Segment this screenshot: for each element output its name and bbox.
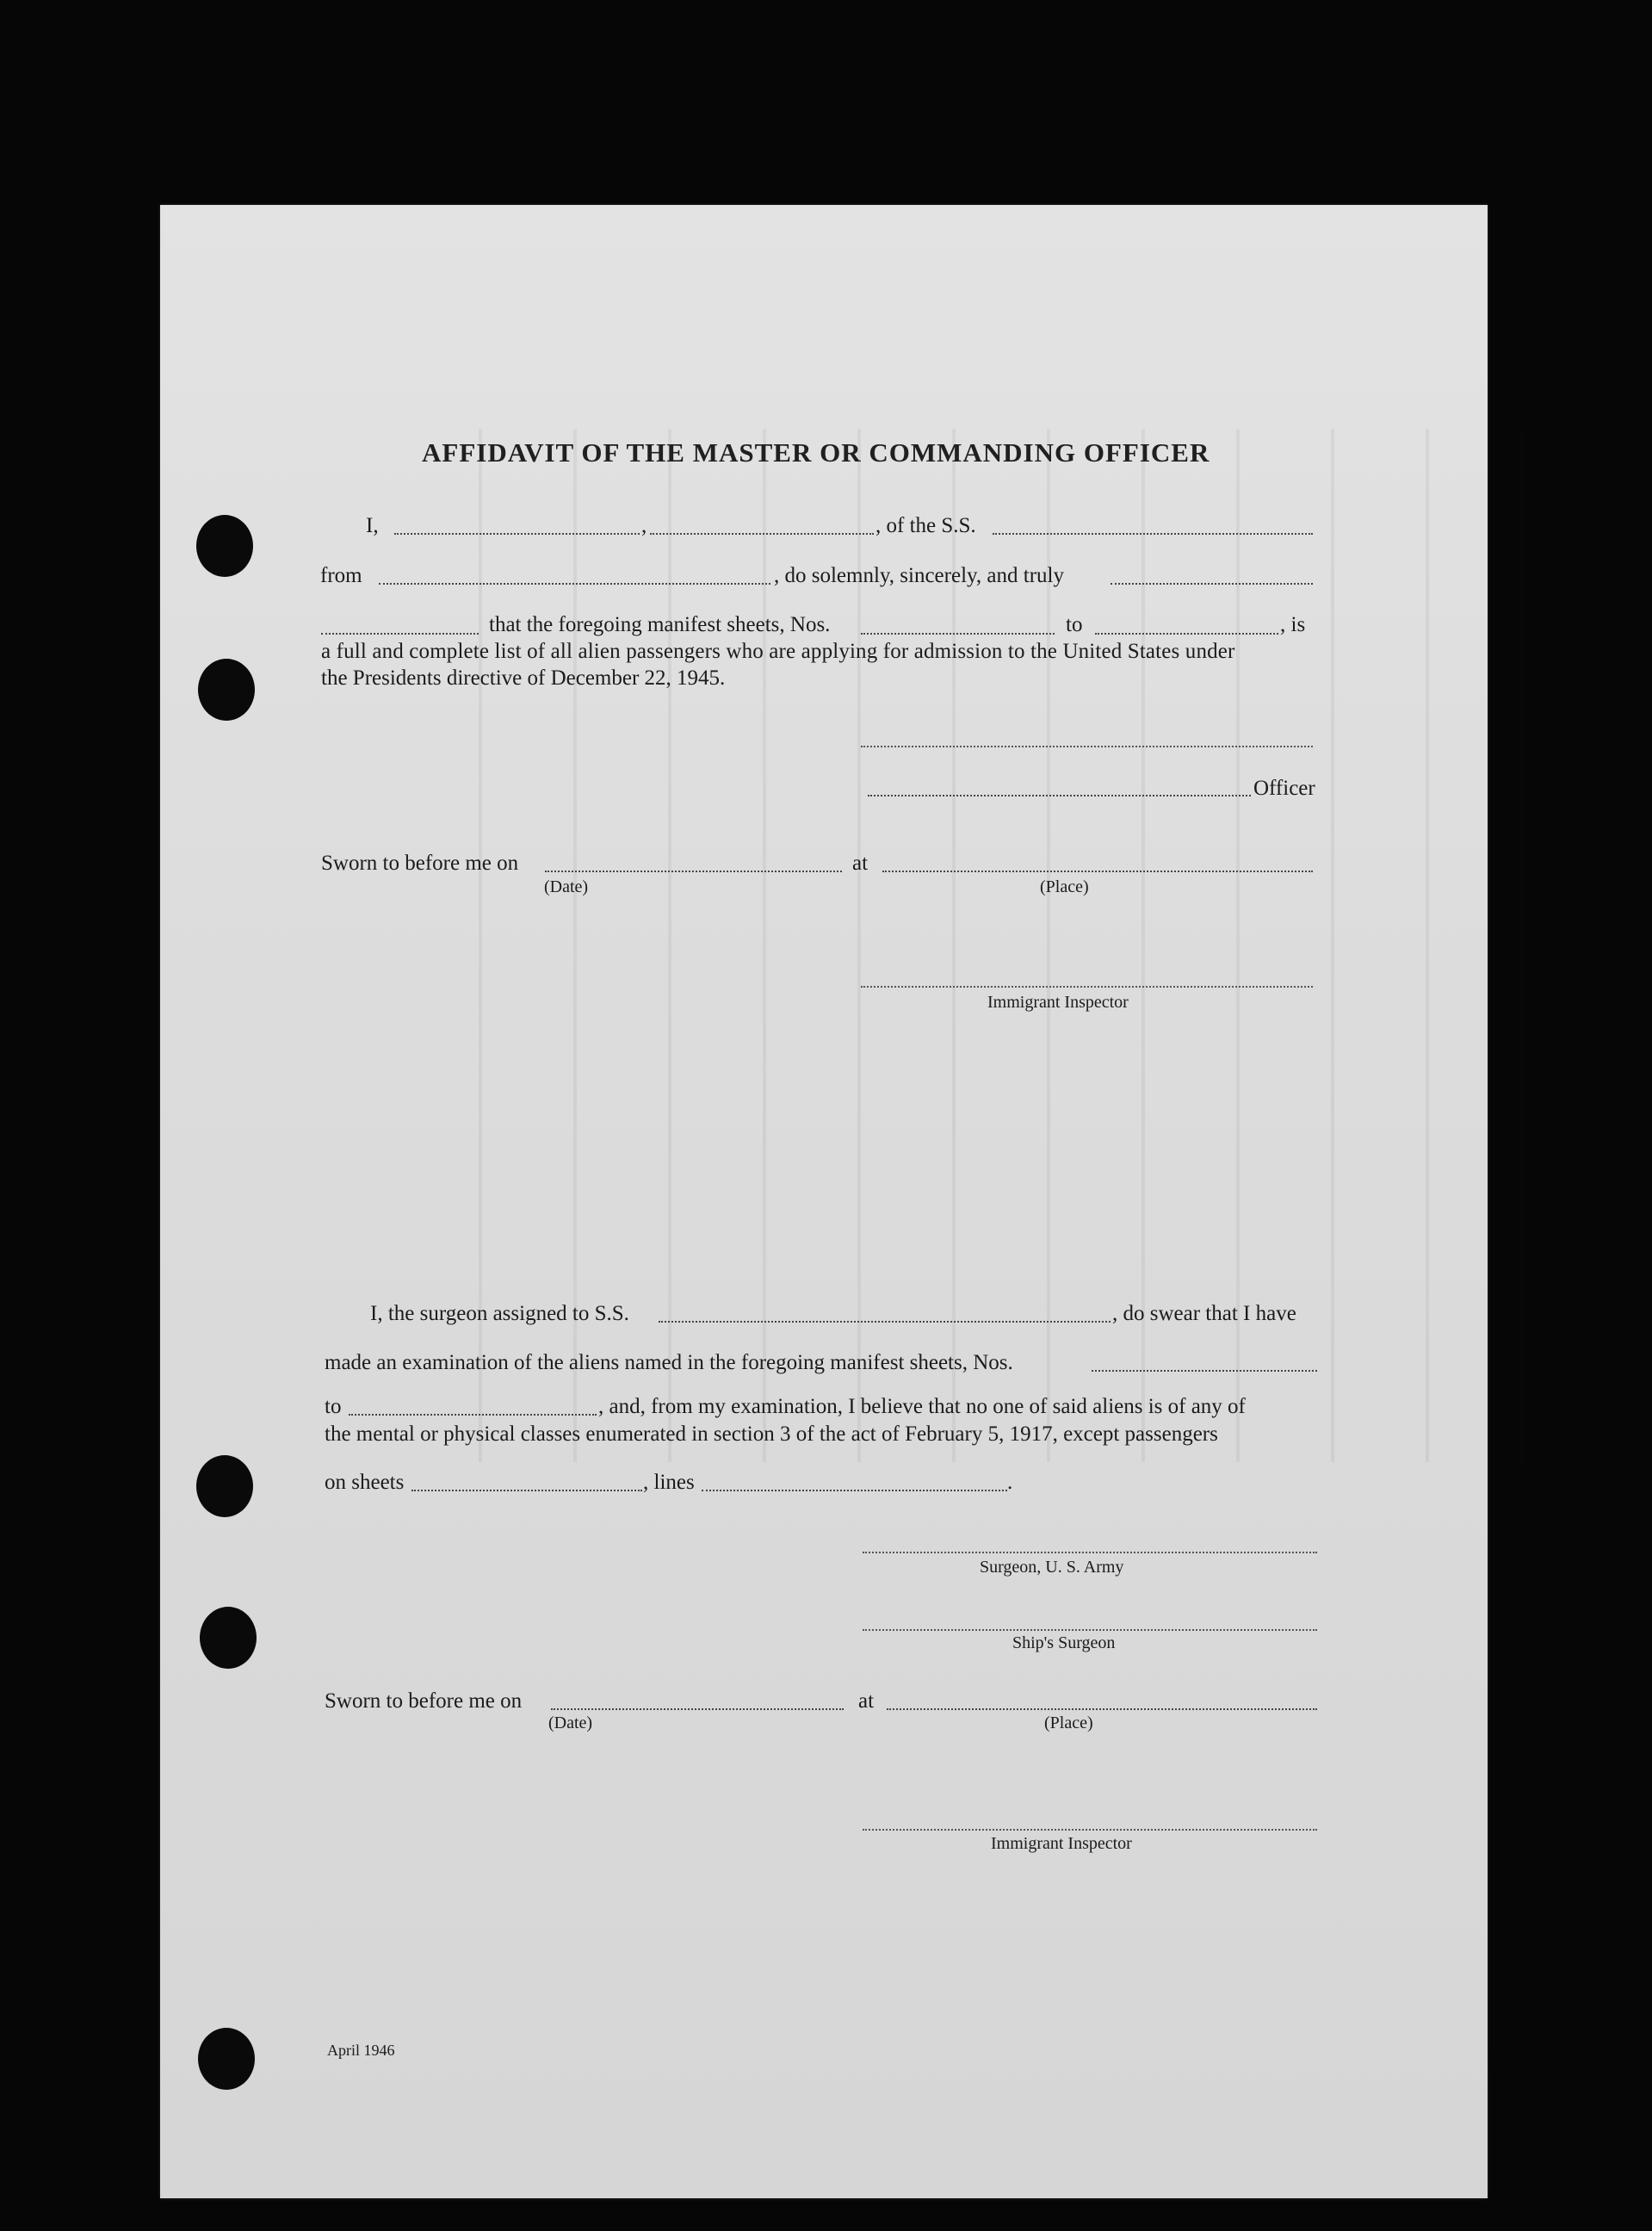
blank-sheets-to[interactable]	[1095, 633, 1278, 635]
blank-exception-sheets[interactable]	[411, 1490, 642, 1491]
blank-surgeon-sheets-to[interactable]	[349, 1414, 597, 1416]
surgeon-line4: the mental or physical classes enumerated in section 3 of the act of February 5, 1917, except passengers	[325, 1422, 1218, 1446]
signature-line-army-surgeon[interactable]	[863, 1552, 1317, 1553]
master-sworn-label: Sworn to before me on	[321, 852, 519, 875]
surgeon-inspector-label: Immigrant Inspector	[991, 1834, 1132, 1853]
punch-hole	[198, 659, 255, 721]
master-date-label: (Date)	[544, 877, 589, 896]
blank-declare[interactable]	[321, 633, 479, 635]
surgeon-line5-end: .	[1007, 1471, 1013, 1494]
document-page	[160, 205, 1488, 2198]
master-sworn-at: at	[852, 852, 869, 875]
master-line1-comma: ,	[641, 514, 647, 537]
master-line3-is: , is	[1280, 613, 1306, 636]
blank-port-from[interactable]	[379, 583, 770, 585]
officer-label: Officer	[1253, 777, 1315, 800]
master-line2-from: from	[320, 564, 362, 587]
signature-line-master[interactable]	[861, 746, 1313, 747]
surgeon-line1-end: , do swear that I have	[1112, 1302, 1296, 1325]
master-line1-of-ss: , of the S.S.	[875, 514, 976, 537]
blank-master-rank[interactable]	[650, 533, 874, 535]
blank-master-name[interactable]	[394, 533, 640, 535]
signature-line-surgeon-inspector[interactable]	[863, 1829, 1317, 1831]
signature-line-officer[interactable]	[868, 795, 1251, 796]
master-inspector-label: Immigrant Inspector	[987, 993, 1129, 1012]
master-line3-to: to	[1066, 613, 1083, 636]
surgeon-sworn-label: Sworn to before me on	[325, 1689, 523, 1713]
blank-surgeon-sheets-from[interactable]	[1092, 1370, 1317, 1372]
punch-hole	[198, 2028, 255, 2090]
page-title: AFFIDAVIT OF THE MASTER OR COMMANDING OFFICER	[422, 437, 1210, 468]
master-place-label: (Place)	[1040, 877, 1089, 896]
blank-swear[interactable]	[1111, 583, 1313, 585]
surgeon-date-label: (Date)	[548, 1714, 593, 1732]
punch-hole	[196, 515, 253, 577]
surgeon-line5-lines: , lines	[643, 1471, 695, 1494]
blank-surgeon-sworn-date[interactable]	[551, 1708, 844, 1710]
blank-sheets-from[interactable]	[861, 633, 1055, 635]
surgeon-line3-to: to	[325, 1395, 342, 1418]
surgeon-line3-rest: , and, from my examination, I believe that no one of said aliens is of any of	[598, 1395, 1246, 1418]
surgeon-line1: I, the surgeon assigned to S.S.	[370, 1302, 629, 1325]
punch-hole	[200, 1607, 257, 1669]
signature-line-ship-surgeon[interactable]	[863, 1629, 1317, 1631]
blank-exception-lines[interactable]	[702, 1490, 1007, 1491]
blank-ship-name[interactable]	[993, 533, 1313, 535]
punch-hole	[196, 1455, 253, 1517]
form-date-footer: April 1946	[327, 2042, 395, 2059]
master-line3-sheets: that the foregoing manifest sheets, Nos.	[489, 613, 831, 636]
surgeon-place-label: (Place)	[1044, 1714, 1093, 1732]
surgeon-sworn-at: at	[858, 1689, 875, 1713]
blank-master-sworn-place[interactable]	[882, 871, 1313, 872]
master-line2-swear: , do solemnly, sincerely, and truly	[774, 564, 1064, 587]
blank-surgeon-ship[interactable]	[659, 1321, 1111, 1323]
blank-master-sworn-date[interactable]	[545, 871, 842, 872]
blank-surgeon-sworn-place[interactable]	[887, 1708, 1317, 1710]
ship-surgeon-label: Ship's Surgeon	[1012, 1633, 1116, 1652]
master-line5: the Presidents directive of December 22, 1945.	[321, 666, 726, 690]
army-surgeon-label: Surgeon, U. S. Army	[980, 1558, 1124, 1577]
surgeon-line2: made an examination of the aliens named in the foregoing manifest sheets, Nos.	[325, 1351, 1013, 1374]
signature-line-master-inspector[interactable]	[861, 986, 1313, 988]
surgeon-line5-on: on sheets	[325, 1471, 405, 1494]
master-line4: a full and complete list of all alien passengers who are applying for admission to the United States under	[321, 640, 1235, 663]
master-line1-i: I,	[366, 514, 379, 537]
